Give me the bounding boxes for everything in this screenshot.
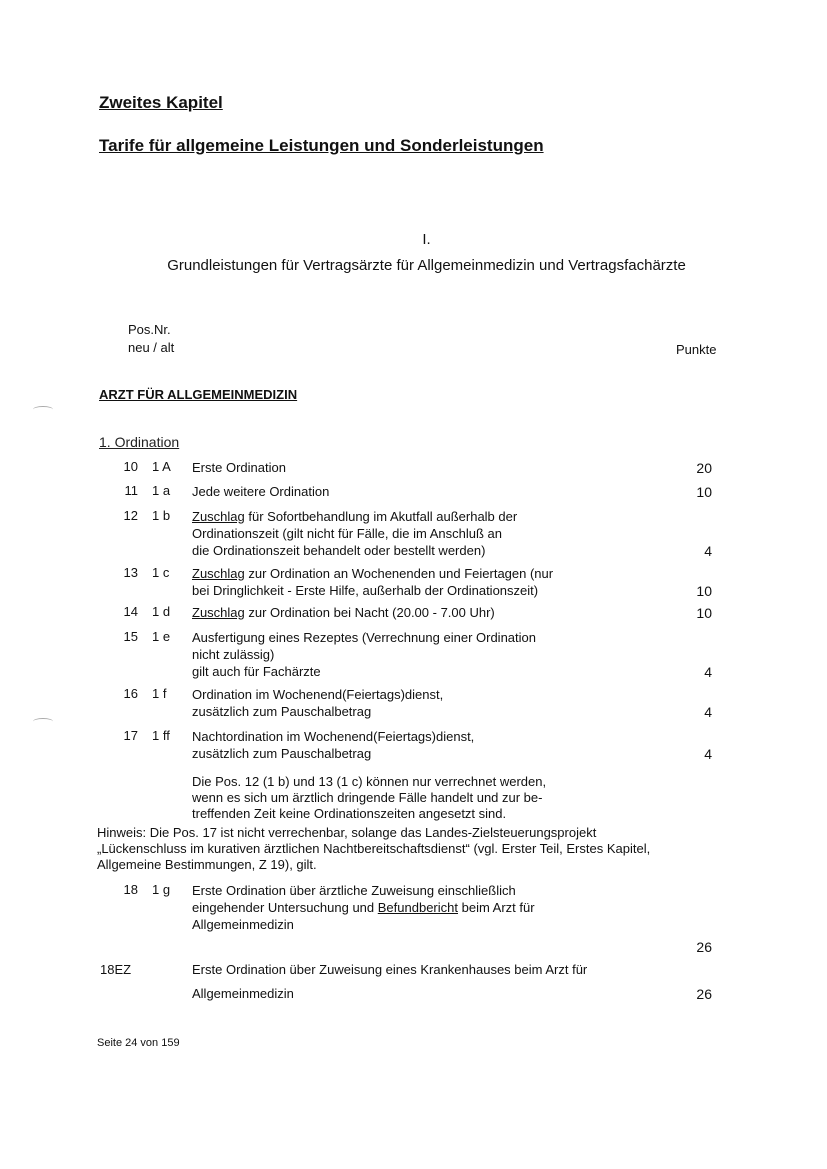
pos-alt: 1 c: [152, 565, 170, 580]
tariff-points: 10: [696, 484, 712, 500]
tariff-description: Zuschlag für Sofortbehandlung im Akutfall außerhalb der Ordinationszeit (gilt nicht für Fälle, die im Anschluß an die Ordinationszeit behandelt oder bestellt werden): [192, 509, 518, 558]
tariff-description: Zuschlag zur Ordination an Wochenenden und Feiertagen (nur bei Dringlichkeit - Erste Hilfe, außerhalb der Ordinationszeit): [192, 566, 554, 598]
pos-alt: 1 A: [152, 459, 171, 474]
pos-neu: 11: [124, 483, 138, 498]
tariff-description: Jede weitere Ordination: [192, 484, 330, 499]
tariff-description: Ausfertigung eines Rezeptes (Verrechnung einer Ordination nicht zulässig) gilt auch für Fachärzte: [192, 630, 536, 679]
pos-neu: 18EZ: [100, 962, 132, 977]
subsection-title: 1. Ordination: [99, 434, 180, 450]
tariff-points: 4: [704, 664, 712, 680]
pos-alt: 1 f: [152, 686, 167, 701]
pos-alt: 1 b: [152, 508, 171, 523]
pos-alt: 1 d: [152, 604, 171, 619]
column-header-pos-nr: Pos.Nr.: [128, 322, 171, 337]
hinweis-paragraph: Hinweis: Die Pos. 17 ist nicht verrechenbar, solange das Landes-Zielsteuerungsprojekt „Lückenschluss im kurativen ärztlichen Nachtbereitschaftsdienst“ (vgl. Erster Teil, Erstes Kapitel, Allgemeine Bestimmungen, Z 19), gilt.: [97, 825, 651, 872]
tariff-description: Erste Ordination über ärztliche Zuweisung einschließlich eingehender Untersuchung und Befundbericht beim Arzt für Allgemeinmedizin: [192, 883, 535, 932]
pos-alt: 1 e: [152, 629, 171, 644]
pos-alt: 1 ff: [152, 728, 170, 743]
tariff-description: Erste Ordination über Zuweisung eines Krankenhauses beim Arzt für Allgemeinmedizin: [192, 962, 588, 1001]
tariff-description: Zuschlag zur Ordination bei Nacht (20.00 - 7.00 Uhr): [192, 605, 495, 620]
part-title: Grundleistungen für Vertragsärzte für Allgemeinmedizin und Vertragsfachärzte: [167, 257, 686, 274]
tariff-points: 26: [696, 939, 712, 955]
pos-neu: 13: [123, 565, 138, 580]
pos-neu: 17: [123, 728, 138, 743]
page-footer: Seite 24 von 159: [97, 1037, 180, 1049]
tariff-description: Erste Ordination: [192, 460, 286, 475]
tariff-points: 10: [696, 605, 712, 621]
pos-neu: 14: [123, 604, 138, 619]
section-title: ARZT FÜR ALLGEMEINMEDIZIN: [99, 387, 298, 402]
tariff-points: 4: [704, 704, 712, 720]
part-number: I.: [422, 231, 431, 248]
column-header-neu-alt: neu / alt: [128, 340, 175, 355]
tariff-points: 10: [696, 583, 712, 599]
margin-scan-mark: [33, 406, 53, 413]
pos-neu: 18: [123, 882, 138, 897]
note-paragraph: Die Pos. 12 (1 b) und 13 (1 c) können nur verrechnet werden, wenn es sich um ärztlich dringende Fälle handelt und zur be- treffenden Zeit keine Ordinationszeiten angesetzt sind.: [192, 774, 547, 821]
tariff-description: Nachtordination im Wochenend(Feiertags)dienst, zusätzlich zum Pauschalbetrag: [192, 729, 475, 761]
tariff-points: 4: [704, 746, 712, 762]
margin-scan-mark: [33, 718, 53, 725]
tariff-points: 4: [704, 543, 712, 559]
pos-alt: 1 a: [152, 483, 171, 498]
pos-neu: 12: [123, 508, 138, 523]
tariff-description: Ordination im Wochenend(Feiertags)dienst, zusätzlich zum Pauschalbetrag: [192, 687, 444, 719]
chapter-subtitle: Tarife für allgemeine Leistungen und Sonderleistungen: [99, 136, 544, 155]
pos-neu: 16: [123, 686, 138, 701]
column-header-punkte: Punkte: [676, 342, 717, 357]
pos-neu: 10: [123, 459, 138, 474]
tariff-points: 20: [696, 460, 712, 476]
pos-alt: 1 g: [152, 882, 171, 897]
tariff-points: 26: [696, 986, 712, 1002]
chapter-title: Zweites Kapitel: [99, 93, 223, 112]
pos-neu: 15: [123, 629, 138, 644]
